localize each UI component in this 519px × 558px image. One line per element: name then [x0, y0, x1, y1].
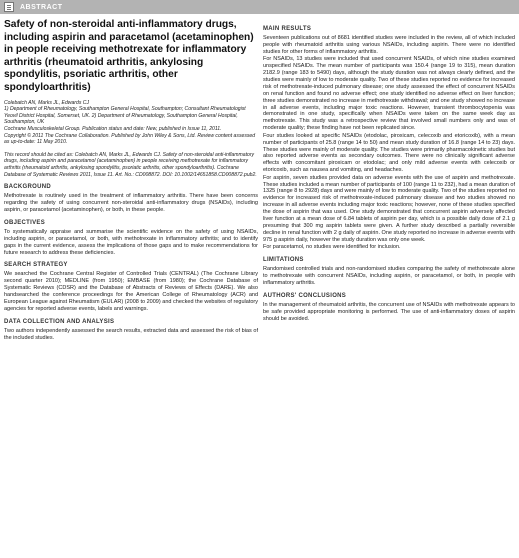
section-heading-main-results: MAIN RESULTS [263, 26, 312, 32]
search-strategy-text: We searched the Cochrane Central Register of Controlled Trials (CENTRAL) (The Cochrane Library second quarter 2010); MEDLINE (from 1950); EMBASE (from 1980); the Cochrane Database of Systematic Reviews (CDSR) and the Database of Abstracts of Reviews of Effects (DARE). We also handsearched the conference proceedings for the American College of Rheumatology (ACR) and European League against Rheumatism (EULAR) (2008 to 2009) and checked the websites of regulatory agencies for reported adverse events, labels and warnings. [4, 271, 258, 312]
section-heading-objectives: OBJECTIVES [4, 219, 46, 226]
section-heading-data-collection: DATA COLLECTION AND ANALYSIS [4, 318, 115, 325]
review-title: Safety of non-steroidal anti-inflammatory drugs, including aspirin and paracetamol (acetaminophen) in people receiving methotrexate for inflammatory arthritis (rheumatoid arthritis, ankylosing spondylitis, psoriatic arthritis, other spondyloarthritis) [4, 19, 254, 93]
authors: Colebatch AN, Marks JL, Edwards CJ [4, 99, 90, 106]
left-column [4, 19, 258, 342]
publication-status: Cochrane Musculoskeletal Group. Publication status and date: New, published in Issue 11, 2011. [4, 125, 222, 132]
copyright: Copyright © 2011 The Cochrane Collaboration. Published by John Wiley & Sons, Ltd. Review content assessed as up-to-date: 11 May 2010. [4, 132, 256, 146]
objectives-text: To systematically appraise and summarise the scientific evidence on the safety of using NSAIDs, including aspirin, or paracetamol, or both, with methotrexate in inflammatory arthritis; and to identify gaps in the current evidence, assess the implications of those gaps and to make recommendations for future research to address these deficiencies. [4, 228, 258, 256]
document-icon [4, 2, 14, 12]
left-body [4, 184, 258, 342]
section-heading-background: BACKGROUND [4, 184, 51, 191]
right-column [263, 26, 515, 323]
main-results-paragraph: For aspirin, seven studies provided data on adverse events with the use of aspirin and methotrexate. These studies included a mean number of participants of 100 (range 11 to 232), had a mean duration of 1325 (range 8 to 2928) days and were mainly of low to moderate quality. Two of the studies reported no evidence for increased risk of methotrexate-induced pulmonary disease and two studies showed no increase in all adverse events including major toxic reactions; however, none of these studies specified the dose of aspirin that was used. One study demonstrated that concurrent aspirin adversely affected liver function at a mean dose of 6.84 tablets of aspirin per day, which is a possible daily dose of 2.1 g presuming that 300 mg aspirin tablets were given. A further study described a partially reversible decline in renal function with 2 g daily of aspirin. One study reported no increase in adverse events with 975 g aspirin daily, however the study duration was only one week. [263, 174, 515, 243]
authors-conclusions-text: In the management of rheumatoid arthritis, the concurrent use of NSAIDs with methotrexate appears to be safe provided appropriate monitoring is performed. The use of anti-inflammatory doses of aspirin should be avoided. [263, 301, 515, 322]
main-results-paragraph: For paracetamol, no studies were identified for inclusion. [263, 244, 401, 251]
limitations-text: Randomised controlled trials and non-randomised studies comparing the safety of methotrexate alone to methotrexate with concurrent NSAIDs, including aspirin, or paracetamol, or both, in people with inflammatory arthritis. [263, 266, 515, 286]
section-heading-search-strategy: SEARCH STRATEGY [4, 262, 68, 269]
main-results-paragraph: Seventeen publications out of 8681 identified studies were included in the review, all of which included people with rheumatoid arthritis using various NSAIDs, including aspirin. There were no identified studies for other forms of inflammatory arthritis. [263, 35, 515, 55]
section-heading-authors-conclusions: AUTHORS' CONCLUSIONS [263, 292, 347, 299]
abstract-header-label: ABSTRACT [20, 3, 63, 11]
citation-meta [4, 100, 258, 179]
section-heading-limitations: LIMITATIONS [263, 257, 304, 264]
main-results-paragraph: Four studies looked at specific NSAIDs (etodolac, piroxicam, celecoxib and etoricoxib), with a mean number of participants of 25.8 (range 14 to 50) and mean study duration of 16.8 (range 14 to 23) days. These studies were mainly of moderate quality. The studies were primarily pharmacokinetic studies but also reported adverse events as secondary outcomes. There were no clinically significant adverse effects with concomitant piroxicam or etodolac; and only mild adverse events with celecoxib or etoricoxib, such as nausea and vomiting, and headaches. [263, 132, 515, 174]
data-collection-text: Two authors independently assessed the search results, extracted data and assessed the risk of bias of the included studies. [4, 327, 258, 341]
citation-record: This record should be cited as: Colebatch AN, Marks JL, Edwards CJ. Safety of non-steroidal anti-inflammatory drugs, including aspirin and paracetamol (acetaminophen) in people receiving methotrexate for inflammatory arthritis (rheumatoid arthritis, ankylosing spondylitis, psoriatic arthritis, other spondyloarthritis). Cochrane Database of Systematic Reviews 2011, Issue 11. Art. No.: CD008872. DOI: 10.1002/14651858.CD008872.pub2. [4, 151, 257, 178]
main-results-paragraph: For NSAIDs, 13 studies were included that used concurrent NSAIDs, of which nine studies examined unspecified NSAIDs. The mean number of participants was 150.4 (range 19 to 315), mean duration 2182.9 (range 183 to 5490) days, although the study duration was not always clearly defined, and the studies were mainly of low to moderate quality. Two of these studies reported no evidence for increased risk of methotrexate-induced pulmonary disease; one study assessed the effect of concurrent NSAIDs on renal function and found no adverse effect; one study identified no adverse effect on liver function; three studies demonstrated no increase in methotrexate withdrawal; and one study showed no increase in all adverse events, including major toxic reactions. However, transient thrombocytopenia was demonstrated in one study, specifically when NSAIDs were taken on the same week day as methotrexate. This study was a retrospective review that involved small numbers only and was of moderate quality; these finding have not been replicated since. [263, 56, 515, 132]
abstract-header-bar [0, 0, 519, 14]
right-body [263, 26, 515, 323]
background-text: Methotrexate is routinely used in the treatment of inflammatory arthritis. There have been concerns regarding the safety of using concurrent non-steroidal anti-inflammatory drugs (NSAIDs), including aspirin, or paracetamol (acetaminophen), or both, in these people. [4, 193, 258, 213]
affiliations: 1) Department of Rheumatology, Southampton General Hospital, Southampton; Consultant Rheumatologist Yeovil District Hospital, Somerset, UK. 2) Department of Rheumatology, Southampton General Hospital, Southampton, UK [4, 106, 246, 126]
